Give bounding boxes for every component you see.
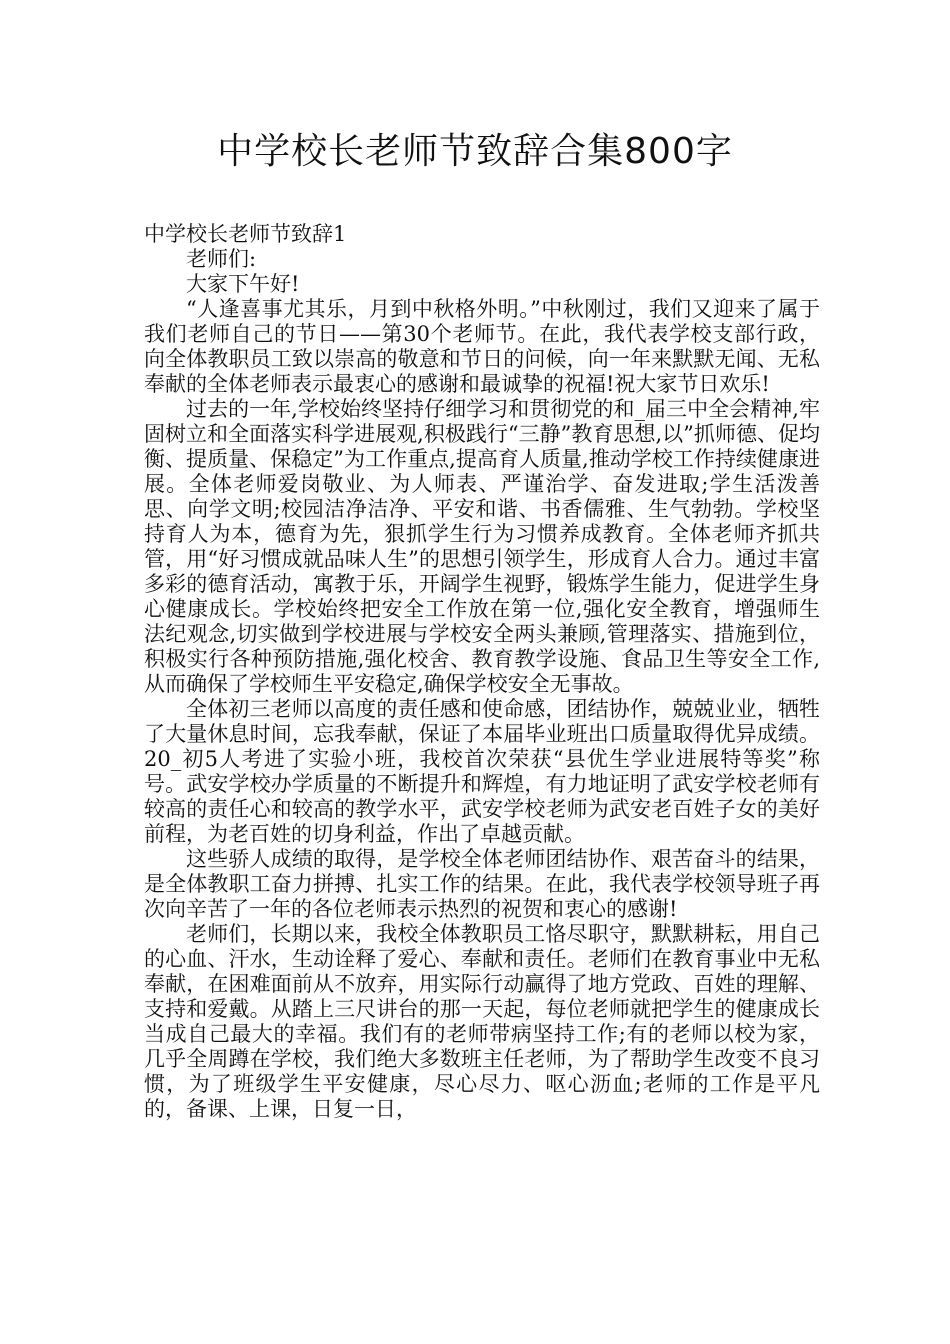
paragraph: 全体初三老师以高度的责任感和使命感，团结协作，兢兢业业，牺牲了大量休息时间，忘我奉献，保证了本届毕业班出口质量取得优异成绩。20_初5人考进了实验小班，我校首次荣获“县优生学业进展特等奖”称号。武安学校办学质量的不断提升和辉煌，有力地证明了武安学校老师有较高的责任心和较高的教学水平，武安学校老师为武安老百姓子女的美好前程，为老百姓的切身利益，作出了卓越贡献。 — [144, 697, 820, 846]
paragraph: 这些骄人成绩的取得，是学校全体老师团结协作、艰苦奋斗的结果，是全体教职工奋力拼搏、扎实工作的结果。在此，我代表学校领导班子再次向辛苦了一年的各位老师表示热烈的祝贺和衷心的感谢! — [144, 847, 820, 921]
paragraph-salutation: 大家下午好! — [186, 272, 300, 296]
section-title: 中学校长老师节致辞1 — [144, 222, 347, 246]
paragraph-greeting: 老师们: — [186, 247, 257, 271]
paragraph: “人逢喜事尤其乐，月到中秋格外明。”中秋刚过，我们又迎来了属于我们老师自己的节日——第30个老师节。在此，我代表学校支部行政，向全体教职员工致以崇高的敬意和节日的问候，向一年来默默无闻、无私奉献的全体老师表示最衷心的感谢和最诚挚的祝福!祝大家节日欢乐! — [144, 297, 820, 396]
paragraph: 老师们，长期以来，我校全体教职员工恪尽职守，默默耕耘，用自己的心血、汗水，生动诠释了爱心、奉献和责任。老师们在教育事业中无私奉献，在困难面前从不放弃，用实际行动赢得了地方党政、百姓的理解、支持和爱戴。从踏上三尺讲台的那一天起，每位老师就把学生的健康成长当成自己最大的幸福。我们有的老师带病坚持工作;有的老师以校为家，几乎全周蹲在学校，我们绝大多数班主任老师，为了帮助学生改变不良习惯，为了班级学生平安健康，尽心尽力、呕心沥血;老师的工作是平凡的，备课、上课，日复一日， — [144, 922, 820, 1121]
document-title: 中学校长老师节致辞合集800字 — [217, 131, 733, 172]
paragraph: 过去的一年,学校始终坚持仔细学习和贯彻党的和_届三中全会精神,牢固树立和全面落实科学进展观,积极践行“三静”教育思想,以”抓师德、促均衡、提质量、保稳定”为工作重点,提高育人质量,推动学校工作持续健康进展。全体老师爱岗敬业、为人师表、严谨治学、奋发进取;学生活泼善思、向学文明;校园洁净洁净、平安和谐、书香儒雅、生气勃勃。学校坚持育人为本，德育为先，狠抓学生行为习惯养成教育。全体老师齐抓共管，用“好习惯成就品味人生”的思想引领学生，形成育人合力。通过丰富多彩的德育活动，寓教于乐，开阔学生视野，锻炼学生能力，促进学生身心健康成长。学校始终把安全工作放在第一位,强化安全教育，增强师生法纪观念,切实做到学校进展与学校安全两头兼顾,管理落实、措施到位，积极实行各种预防措施,强化校舍、教育教学设施、食品卫生等安全工作,从而确保了学校师生平安稳定,确保学校安全无事故。 — [144, 397, 820, 696]
document-body — [144, 222, 820, 1122]
